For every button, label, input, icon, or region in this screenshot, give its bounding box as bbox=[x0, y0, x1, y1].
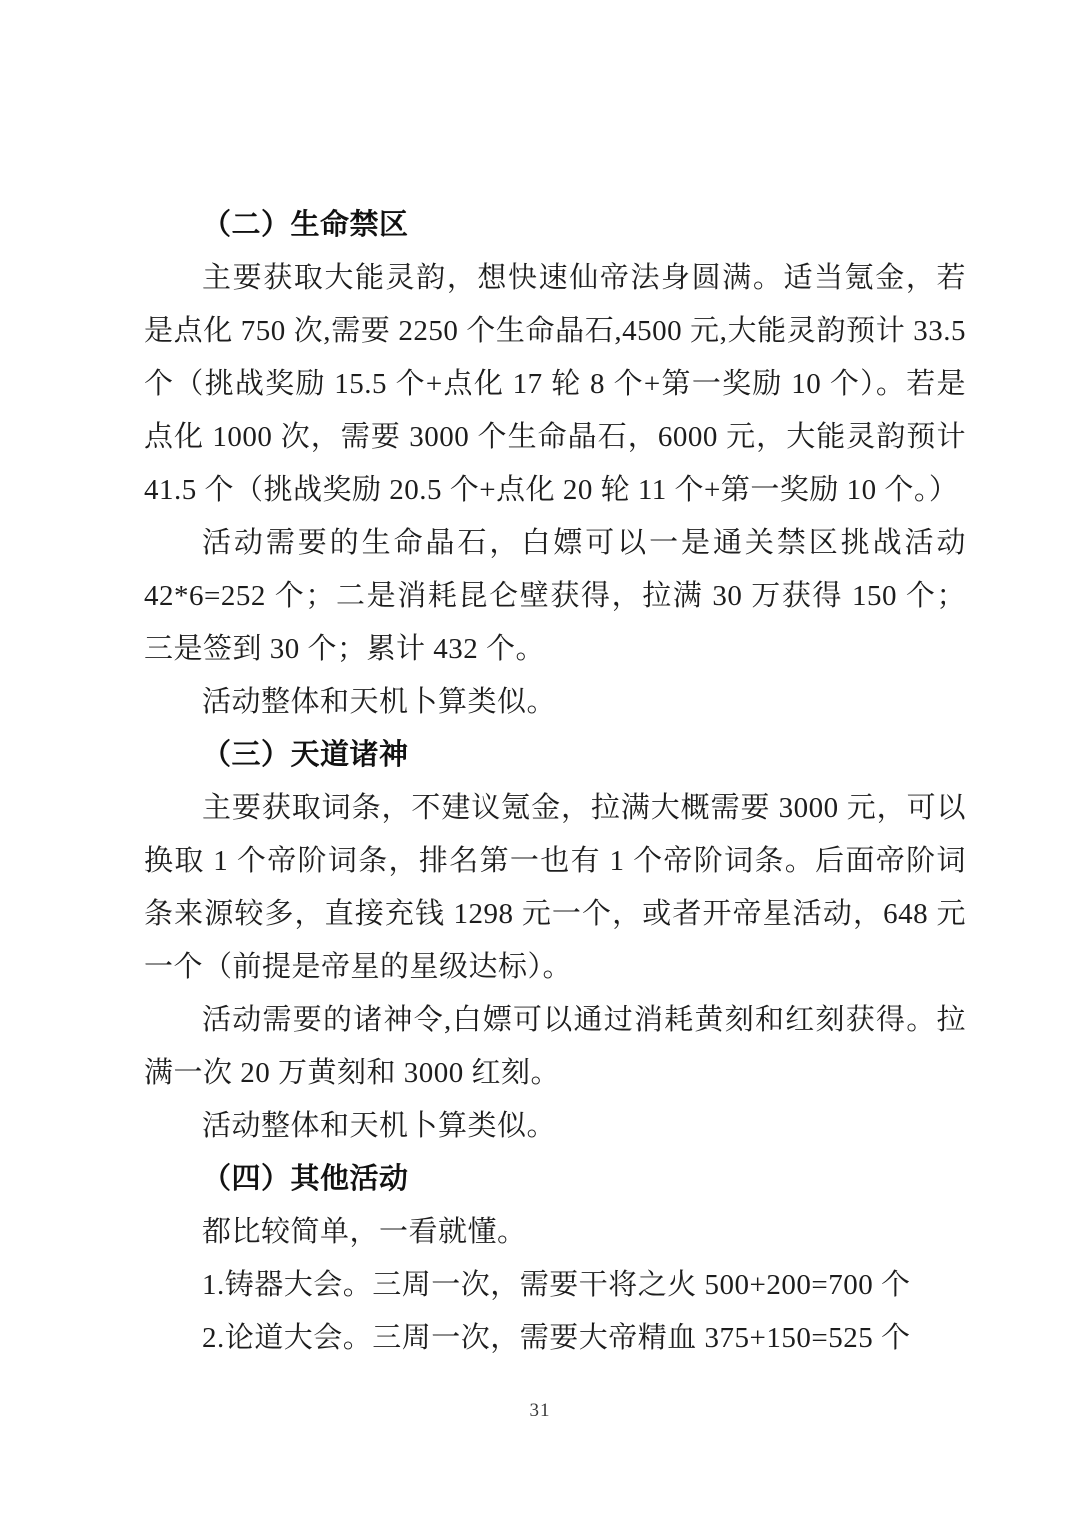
section-heading: （三）天道诸神 bbox=[202, 739, 409, 771]
paragraph: 活动需要的诸神令,白嫖可以通过消耗黄刻和红刻获得。拉满一次 20 万黄刻和 3000 红刻。 bbox=[144, 1004, 966, 1089]
paragraph: 都比较简单，一看就懂。 bbox=[202, 1216, 527, 1248]
section-heading: （四）其他活动 bbox=[202, 1163, 409, 1195]
paragraph: 活动整体和天机卜算类似。 bbox=[202, 1110, 557, 1142]
page-number: 31 bbox=[529, 1400, 551, 1421]
paragraph: 活动需要的生命晶石，白嫖可以一是通关禁区挑战活动 42*6=252 个；二是消耗昆仑壁获得，拉满 30 万获得 150 个；三是签到 30 个；累计 432 个。 bbox=[144, 527, 966, 665]
paragraph: 活动整体和天机卜算类似。 bbox=[202, 686, 557, 718]
paragraph: 主要获取词条，不建议氪金，拉满大概需要 3000 元，可以换取 1 个帝阶词条，排名第一也有 1 个帝阶词条。后面帝阶词条来源较多，直接充钱 1298 元一个，或者开帝星活动，648 元一个（前提是帝星的星级达标）。 bbox=[144, 792, 966, 983]
paragraph: 1.铸器大会。三周一次，需要干将之火 500+200=700 个 bbox=[202, 1269, 911, 1301]
section-heading: （二）生命禁区 bbox=[202, 209, 409, 241]
paragraph: 主要获取大能灵韵，想快速仙帝法身圆满。适当氪金，若是点化 750 次,需要 2250 个生命晶石,4500 元,大能灵韵预计 33.5 个（挑战奖励 15.5 个+点化 17 轮 8 个+第一奖励 10 个）。若是点化 1000 次，需要 3000 个生命晶石，6000 元，大能灵韵预计 41.5 个（挑战奖励 20.5 个+点化 20 轮 11 个+第一奖励 10 个。） bbox=[144, 262, 966, 506]
document-content bbox=[144, 199, 966, 1365]
paragraph: 2.论道大会。三周一次，需要大帝精血 375+150=525 个 bbox=[202, 1322, 911, 1354]
